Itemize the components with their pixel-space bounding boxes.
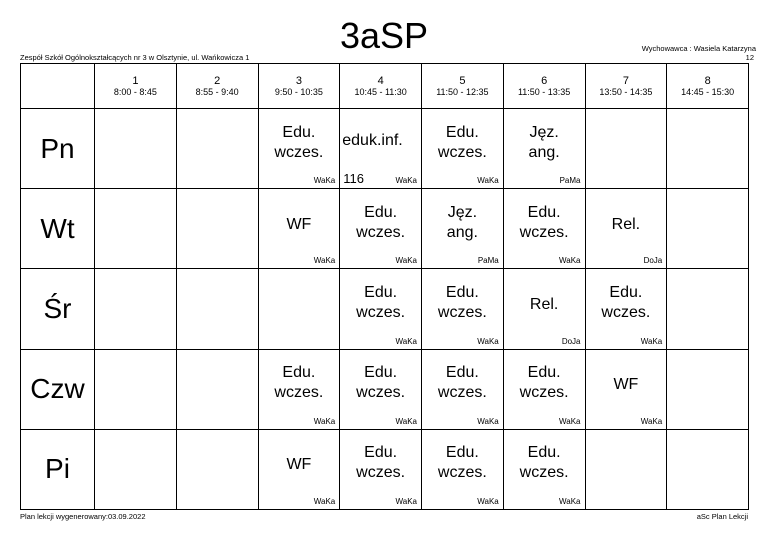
corner-cell (21, 64, 95, 109)
lesson-subject: Edu. wczes. (437, 364, 487, 402)
lesson-subject: Jęz. ang. (528, 123, 560, 161)
lesson-subject: Rel. (529, 295, 559, 313)
period-header-3 (258, 64, 340, 109)
lesson-subject: WF (613, 376, 639, 394)
empty-cell (176, 349, 258, 429)
lesson-teacher: WaKa (477, 176, 499, 186)
empty-cell (95, 349, 177, 429)
lesson-teacher: WaKa (395, 336, 417, 346)
lesson-subject: Edu. wczes. (519, 364, 569, 402)
period-number: 2 (214, 74, 221, 87)
day-name: Śr (21, 269, 95, 349)
timetable-body (21, 109, 749, 510)
lesson-subject: Edu. wczes. (437, 444, 487, 482)
lesson-cell (422, 189, 504, 269)
timetable (20, 63, 749, 510)
lesson-teacher: WaKa (559, 256, 581, 266)
lesson-subject: Edu. wczes. (437, 283, 487, 321)
lesson-teacher: WaKa (313, 497, 336, 506)
lesson-cell (340, 349, 422, 429)
period-header-6 (503, 64, 585, 109)
period-time: 8:00 - 8:45 (113, 86, 157, 97)
lesson-teacher: WaKa (395, 416, 417, 426)
lesson-teacher: WaKa (313, 416, 336, 426)
period-number: 4 (377, 74, 384, 87)
empty-cell (667, 109, 749, 189)
lesson-subject: Edu. wczes. (274, 123, 324, 161)
lesson-teacher: WaKa (395, 176, 417, 186)
empty-cell (667, 349, 749, 429)
period-number: 1 (132, 74, 139, 87)
day-name: Czw (21, 349, 95, 429)
lesson-teacher: WaKa (559, 416, 581, 426)
lesson-subject: Jęz. ang. (446, 203, 478, 241)
lesson-subject: Edu. wczes. (519, 203, 569, 241)
period-time: 13:50 - 14:35 (599, 86, 653, 97)
lesson-teacher: PaMa (477, 256, 499, 266)
lesson-subject: Edu. wczes. (356, 203, 406, 241)
lesson-cell (585, 349, 667, 429)
software-brand: aSc Plan Lekcji (696, 512, 748, 521)
lesson-cell (258, 189, 340, 269)
lesson-teacher: WaKa (313, 176, 336, 186)
day-name: Wt (21, 189, 95, 269)
day-row (21, 429, 749, 509)
lesson-subject: Edu. wczes. (437, 123, 487, 161)
empty-cell (95, 269, 177, 349)
lesson-subject: Edu. wczes. (274, 364, 324, 402)
lesson-subject: Edu. wczes. (601, 283, 651, 321)
lesson-cell (258, 429, 340, 509)
empty-cell (258, 269, 340, 349)
lesson-subject: WF (286, 456, 312, 474)
empty-cell (176, 429, 258, 509)
lesson-cell (340, 269, 422, 349)
empty-cell (95, 429, 177, 509)
lesson-cell (585, 189, 667, 269)
lesson-teacher: WaKa (477, 336, 499, 346)
lesson-teacher: PaMa (559, 176, 581, 186)
lesson-cell (503, 429, 585, 509)
lesson-subject: Rel. (611, 215, 641, 233)
period-header-1 (95, 64, 177, 109)
period-header-7 (585, 64, 667, 109)
lesson-cell (340, 189, 422, 269)
lesson-subject: Edu. wczes. (519, 444, 569, 482)
empty-cell (176, 189, 258, 269)
generated-date: Plan lekcji wygenerowany:03.09.2022 (20, 512, 146, 521)
lesson-cell (422, 429, 504, 509)
lesson-teacher: WaKa (313, 256, 336, 266)
lesson-teacher: WaKa (640, 336, 663, 346)
day-row (21, 349, 749, 429)
lesson-cell (503, 109, 585, 189)
lesson-teacher: DoJa (561, 336, 581, 346)
period-number: 7 (622, 74, 629, 87)
empty-cell (585, 429, 667, 509)
lesson-cell (422, 349, 504, 429)
lesson-subject: eduk.inf. (342, 131, 403, 149)
day-name: Pi (21, 429, 95, 509)
empty-cell (585, 109, 667, 189)
class-title: 3aSP (339, 15, 429, 56)
day-row (21, 189, 749, 269)
day-name: Pn (21, 109, 95, 189)
period-time: 8:55 - 9:40 (195, 86, 239, 97)
day-row (21, 269, 749, 349)
period-time: 11:50 - 13:35 (517, 86, 571, 97)
period-number: 8 (704, 74, 711, 87)
empty-cell (176, 269, 258, 349)
lesson-cell (503, 189, 585, 269)
lesson-cell (258, 349, 340, 429)
lesson-cell (340, 429, 422, 509)
lesson-teacher: DoJa (643, 256, 663, 266)
lesson-subject: WF (286, 215, 312, 233)
lesson-cell (422, 109, 504, 189)
lesson-teacher: WaKa (477, 497, 499, 506)
school-name: Zespół Szkół Ogólnokształcących nr 3 w Olsztynie, ul. Wańkowicza 1 (20, 53, 250, 62)
page-number: 12 (745, 53, 754, 62)
lesson-subject: Edu. wczes. (356, 364, 406, 402)
period-number: 5 (459, 74, 466, 87)
lesson-cell (585, 269, 667, 349)
lesson-cell (422, 269, 504, 349)
period-time: 10:45 - 11:30 (354, 86, 407, 97)
period-header-5 (422, 64, 504, 109)
period-time: 11:50 - 12:35 (436, 86, 489, 97)
homeroom-teacher: Wychowawca : Wasiela Katarzyna (641, 44, 756, 53)
period-header-8 (667, 64, 749, 109)
lesson-teacher: WaKa (395, 497, 417, 506)
empty-cell (667, 189, 749, 269)
lesson-room: 116 (343, 171, 364, 187)
period-time: 9:50 - 10:35 (274, 86, 323, 97)
period-number: 3 (295, 74, 302, 87)
empty-cell (667, 429, 749, 509)
lesson-cell (258, 109, 340, 189)
empty-cell (176, 109, 258, 189)
period-number: 6 (541, 74, 548, 87)
lesson-subject: Edu. wczes. (356, 444, 406, 482)
period-time: 14:45 - 15:30 (681, 86, 735, 97)
lesson-teacher: WaKa (395, 256, 417, 266)
lesson-cell (503, 269, 585, 349)
day-row (21, 109, 749, 189)
lesson-subject: Edu. wczes. (356, 283, 406, 321)
lesson-cell (340, 109, 422, 189)
lesson-teacher: WaKa (477, 416, 499, 426)
empty-cell (95, 189, 177, 269)
lesson-teacher: WaKa (640, 416, 663, 426)
empty-cell (667, 269, 749, 349)
lesson-cell (503, 349, 585, 429)
empty-cell (95, 109, 177, 189)
lesson-teacher: WaKa (559, 497, 581, 506)
period-header-2 (176, 64, 258, 109)
